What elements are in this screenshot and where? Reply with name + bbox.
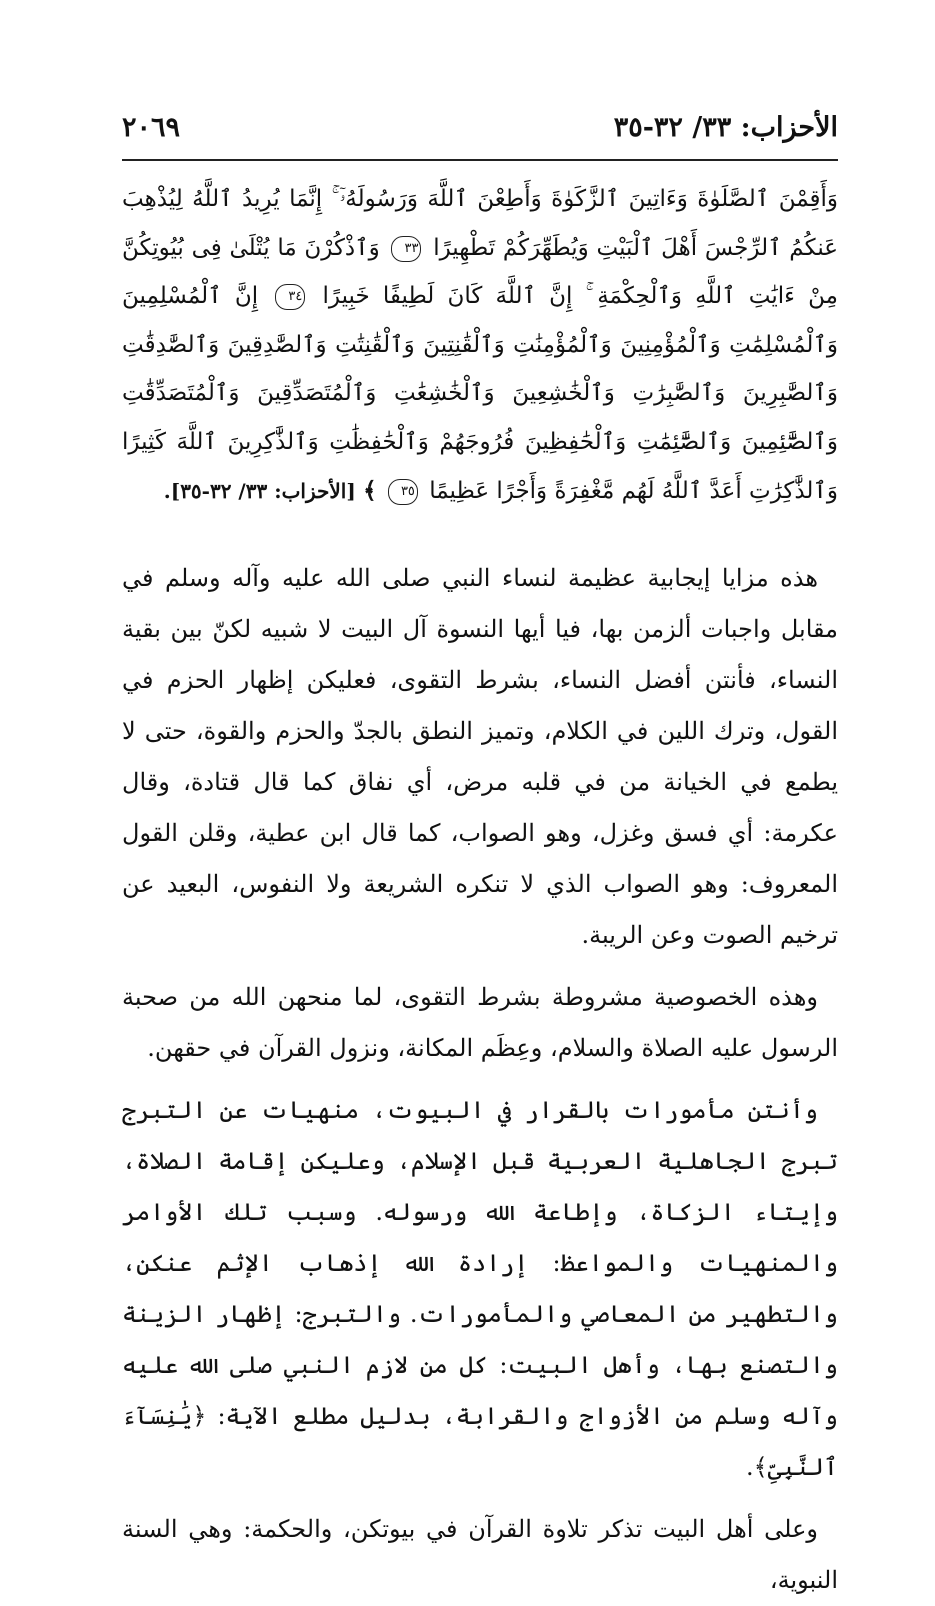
page-number: ٢٠٦٩ — [122, 112, 181, 143]
page-body — [122, 175, 838, 1606]
commentary-paragraph: هذه مزايا إيجابية عظيمة لنساء النبي صلى الله عليه وآله وسلم في مقابل واجبات ألزمن بها، فيا أيها النسوة آل البيت لا شبيه لكنّ بين بقية النساء، فأنتن أفضل النساء، بشرط التقوى، فعليكن إظهار الحزم في القول، وترك اللين في الكلام، وتميز النطق بالجدّ والحزم والقوة، حتى لا يطمع في الخيانة من في قلبه مرض، أي نفاق كما قال قتادة، وقال عكرمة: أي فسق وغزل، وهو الصواب، كما قال ابن عطية، وقلن القول المعروف: وهو الصواب الذي لا تنكره الشريعة ولا النفوس، البعيد عن ترخيم الصوت وعن الريبة. — [122, 564, 838, 950]
commentary-paragraph — [122, 1085, 838, 1493]
ayah-end-marker: ٣٤ — [275, 284, 305, 310]
surah-reference: الأحزاب: ٣٣/ ٣٢-٣٥ — [613, 112, 838, 143]
page-header — [122, 112, 838, 152]
quran-closing-bracket: ﴾ — [363, 476, 377, 504]
quran-text-segment: وَأَقِمْنَ ٱلصَّلَوٰةَ وَءَاتِينَ ٱلزَّكَوٰةَ وَأَطِعْنَ ٱللَّهَ وَرَسُولَهُۥٓ ۚ إِنَّمَا يُرِيدُ ٱللَّهُ لِيُذْهِبَ عَنكُمُ ٱلرِّجْسَ أَهْلَ ٱلْبَيْتِ وَيُطَهِّرَكُمْ تَطْهِيرًا — [122, 186, 838, 261]
ayah-end-marker: ٣٣ — [391, 236, 421, 262]
commentary-text: وأنتن مأمورات بالقرار في البيوت، منهيات عن التبرج تبرج الجاهلية العربية قبل الإسلام، وعليكن إقامة الصلاة، وإيتاء الزكاة، وإطاعة الله ورسوله. وسبب تلك الأوامر والمنهيات والمواعظ: إرادة الله إذهاب الإثم عنكن، والتطهير من المعاصي والمأمورات. والتبرج: إظهار الزينة والتصنع بها، وأهل البيت: كل من لازم النبي صلى الله عليه وآله وسلم من الأزواج والقرابة، بدليل مطلع الآية: — [122, 1096, 838, 1431]
quran-passage — [122, 175, 838, 515]
quran-text-segment: إِنَّ ٱلْمُسْلِمِينَ وَٱلْمُسْلِمَٰتِ وَٱلْمُؤْمِنِينَ وَٱلْمُؤْمِنَٰتِ وَٱلْقَٰنِتِينَ وَٱلْقَٰنِتَٰتِ وَٱلصَّٰدِقِينَ وَٱلصَّٰدِقَٰتِ وَٱلصَّٰبِرِينَ وَٱلصَّٰبِرَٰتِ وَٱلْخَٰشِعِينَ وَٱلْخَٰشِعَٰتِ وَٱلْمُتَصَدِّقِينَ وَٱلْمُتَصَدِّقَٰتِ وَٱلصَّٰٓئِمِينَ وَٱلصَّٰٓئِمَٰتِ وَٱلْحَٰفِظِينَ فُرُوجَهُمْ وَٱلْحَٰفِظَٰتِ وَٱلذَّٰكِرِينَ ٱللَّهَ كَثِيرًا وَٱلذَّٰكِرَٰتِ أَعَدَّ ٱللَّهُ لَهُم مَّغْفِرَةً وَأَجْرًا عَظِيمًا — [122, 283, 838, 504]
quran-citation: [الأحزاب: ٣٣/ ٣٢-٣٥]. — [163, 478, 356, 503]
quran-text-segment: وَٱذْكُرْنَ مَا يُتْلَىٰ فِى بُيُوتِكُنَّ مِنْ ءَايَٰتِ ٱللَّهِ وَٱلْحِكْمَةِ ۚ إِنَّ ٱللَّهَ كَانَ لَطِيفًا خَبِيرًا — [122, 234, 838, 310]
commentary-paragraph: وعلى أهل البيت تذكر تلاوة القرآن في بيوتكن، والحكمة: وهي السنة النبوية، — [122, 1515, 838, 1595]
commentary-paragraph: وهذه الخصوصية مشروطة بشرط التقوى، لما منحهن الله من صحبة الرسول عليه الصلاة والسلام، وعِظَم المكانة، ونزول القرآن في حقهن. — [122, 983, 838, 1063]
ayah-end-marker: ٣٥ — [388, 479, 418, 505]
inline-quran-quote: ﴿يَٰنِسَآءَ ٱلنَّبِىِّ﴾. — [122, 1402, 838, 1482]
header-divider — [122, 159, 838, 161]
